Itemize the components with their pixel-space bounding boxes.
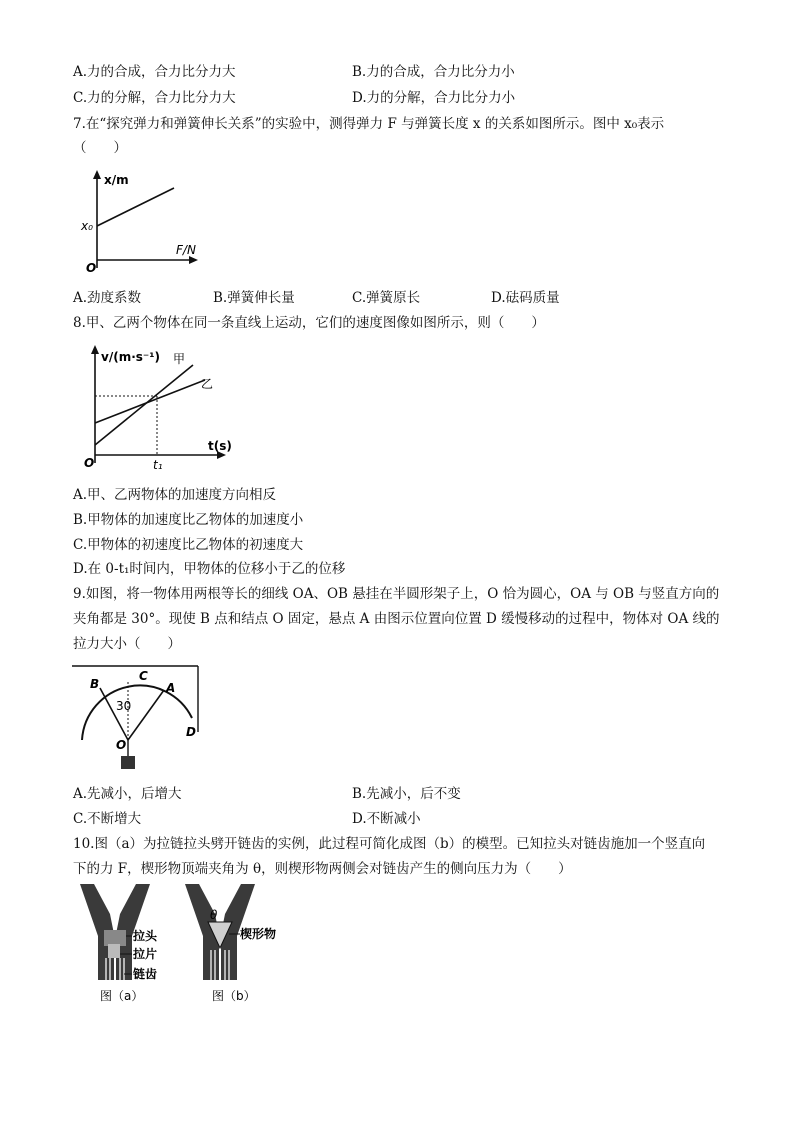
q8-origin: O xyxy=(84,456,95,470)
q7-y-label: x/m xyxy=(104,173,129,187)
q7-option-c: C.弹簧原长 xyxy=(352,290,421,306)
q7-x0-label: x₀ xyxy=(81,219,93,233)
q9-label-d: D xyxy=(186,725,196,739)
q9-option-c: C.不断增大 xyxy=(73,811,142,827)
q9-angle-label: 30 xyxy=(116,699,132,713)
q10b-theta-label: θ xyxy=(210,908,218,922)
q7-option-b: B.弹簧伸长量 xyxy=(213,290,295,306)
q10-line-2: 下的力 F，楔形物顶端夹角为 θ，则楔形物两侧会对链齿产生的侧向压力为（ ） xyxy=(73,861,572,877)
q10-line-1: 10.图（a）为拉链拉头劈开链齿的实例，此过程可简化成图（b）的模型。已知拉头对链齿施加一个竖直向 xyxy=(73,836,706,852)
q9-line-oa xyxy=(128,690,164,740)
q9-line-3: 拉力大小（ ） xyxy=(73,636,181,652)
q10-figure-a xyxy=(80,884,190,1004)
q8-stem: 8.甲、乙两个物体在同一条直线上运动，它们的速度图像如图所示，则（ ） xyxy=(73,315,545,331)
q6-option-d: D.力的分解，合力比分力小 xyxy=(352,90,516,106)
q10a-puller-label: 拉头 xyxy=(133,929,158,943)
q6-option-c: C.力的分解，合力比分力大 xyxy=(73,90,236,106)
q9-option-d: D.不断减小 xyxy=(352,811,421,827)
q10a-slider-tab xyxy=(108,944,120,958)
q9-line-1: 9.如图，将一物体用两根等长的细线 OA、OB 悬挂在半圆形架子上，O 恰为圆心，OA 与 OB 与竖直方向的 xyxy=(73,586,720,602)
q9-label-a: A xyxy=(166,681,176,695)
q8-option-a: A.甲、乙两物体的加速度方向相反 xyxy=(73,487,277,503)
q9-label-c: C xyxy=(139,669,148,683)
q8-jia-label: 甲 xyxy=(173,352,186,366)
q7-graph xyxy=(80,168,210,276)
q7-y-arrow-icon xyxy=(93,170,101,179)
q9-label-b: B xyxy=(90,677,100,691)
q7-paren: （ ） xyxy=(73,140,127,156)
q10a-teeth-label: 链齿 xyxy=(133,967,158,981)
q8-yi-label: 乙 xyxy=(201,377,214,391)
q9-option-a: A.先减小，后增大 xyxy=(73,786,182,802)
q7-option-d: D.砝码质量 xyxy=(491,290,560,306)
q10a-slider-head xyxy=(104,930,126,946)
q8-y-arrow-icon xyxy=(91,345,99,354)
q8-option-d: D.在 0-t₁时间内，甲物体的位移小于乙的位移 xyxy=(73,561,346,577)
q7-origin: O xyxy=(86,261,97,275)
q9-line-ob xyxy=(100,688,128,740)
q7-option-a: A.劲度系数 xyxy=(73,290,142,306)
q7-line xyxy=(97,188,174,226)
q8-line-jia xyxy=(95,365,193,445)
q10a-tab-label: 拉片 xyxy=(133,947,158,961)
q7-stem: 7.在“探究弹力和弹簧伸长关系”的实验中，测得弹力 F 与弹簧长度 x 的关系如图所示。图中 x₀表示 xyxy=(73,116,665,132)
q9-label-o: O xyxy=(116,738,127,752)
q10a-caption: 图（a） xyxy=(100,989,144,1003)
q6-option-b: B.力的合成，合力比分力小 xyxy=(352,64,515,80)
q9-line-2: 夹角都是 30°。现使 B 点和结点 O 固定，悬点 A 由图示位置向位置 D 缓慢移动的过程中，物体对 OA 线的 xyxy=(73,611,720,627)
q7-x-arrow-icon xyxy=(189,256,198,264)
q8-graph xyxy=(80,343,240,473)
q10b-caption: 图（b） xyxy=(212,989,256,1003)
q8-option-b: B.甲物体的加速度比乙物体的加速度小 xyxy=(73,512,304,528)
q8-option-c: C.甲物体的初速度比乙物体的初速度大 xyxy=(73,537,304,553)
q8-x-label: t(s) xyxy=(208,439,232,453)
q9-option-b: B.先减小，后不变 xyxy=(352,786,461,802)
q8-line-yi xyxy=(95,380,205,423)
q10b-wedge-label: 楔形物 xyxy=(240,927,277,941)
q9-semicircle-frame xyxy=(82,685,192,740)
q7-x-label: F/N xyxy=(176,243,196,257)
q8-y-label: v/(m·s⁻¹) xyxy=(101,350,160,364)
q6-option-a: A.力的合成，合力比分力大 xyxy=(73,64,236,80)
q10-figure-b xyxy=(185,884,295,1004)
q9-weight-block xyxy=(121,756,135,769)
q9-figure xyxy=(70,660,210,776)
q8-t1-label: t₁ xyxy=(153,458,163,472)
